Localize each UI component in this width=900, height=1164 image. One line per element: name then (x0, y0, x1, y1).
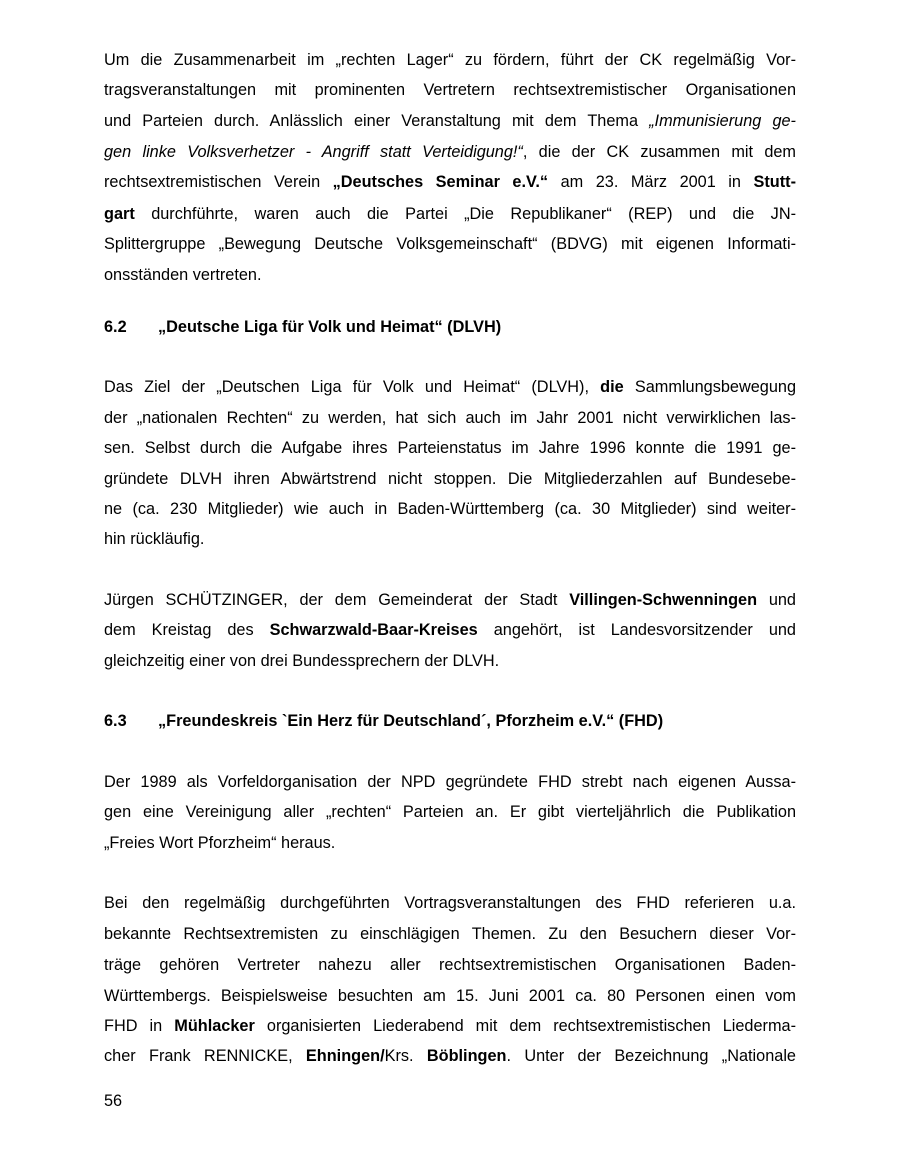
text-run: Sammlungsbewegung (623, 378, 796, 396)
section-number: 6.3 (104, 712, 127, 730)
text-line (104, 204, 796, 224)
text-run: Splittergruppe „Bewegung Deutsche Volksgemeinschaft“ (BDVG) mit eigenen Informati- (104, 235, 796, 253)
text-run: , die der CK zusammen mit dem (522, 143, 796, 161)
bold-text: Mühlacker (174, 1017, 255, 1035)
text-line (104, 772, 796, 792)
bold-text: Ehningen/ (305, 1047, 385, 1065)
text-run: Der 1989 als Vorfeldorganisation der NPD gegründete FHD strebt nach eigenen Aussa- (104, 773, 796, 791)
text-run: bekannte Rechtsextremisten zu einschlägigen Themen. Zu den Besuchern dieser Vor- (104, 925, 796, 943)
text-run: gen eine Vereinigung aller „rechten“ Parteien an. Er gibt vierteljährlich die Publikation (104, 803, 796, 821)
text-run: Um die Zusammenarbeit im „rechten Lager“ zu fördern, führt der CK regelmäßig Vor- (104, 51, 796, 69)
text-line (104, 955, 796, 975)
text-run: gleichzeitig einer von drei Bundessprechern der DLVH. (104, 652, 500, 670)
text-line (104, 142, 796, 162)
text-run: cher Frank RENNICKE, (104, 1047, 306, 1065)
page-number: 56 (104, 1092, 123, 1110)
text-line (104, 438, 796, 458)
text-run: träge gehören Vertreter nahezu aller rechtsextremistischen Organisationen Baden- (104, 956, 796, 974)
text-line (104, 80, 796, 100)
text-line (104, 620, 796, 640)
section-title: „Deutsche Liga für Volk und Heimat“ (DLVH) (158, 318, 502, 336)
text-line (104, 50, 796, 70)
text-line (104, 590, 796, 610)
text-line (104, 924, 796, 944)
text-line (104, 469, 796, 489)
text-run: Württembergs. Beispielsweise besuchten am 15. Juni 2001 ca. 80 Personen einen vom (104, 987, 796, 1005)
text-line (104, 651, 796, 671)
text-line (104, 111, 796, 131)
text-line (104, 377, 796, 397)
section-title: „Freundeskreis `Ein Herz für Deutschland´, Pforzheim e.V.“ (FHD) (158, 712, 664, 730)
text-run: und Parteien durch. Anlässlich einer Veranstaltung mit dem Thema (104, 112, 650, 130)
text-run: und (757, 591, 796, 609)
text-run: der „nationalen Rechten“ zu werden, hat sich auch im Jahr 2001 nicht verwirklichen las- (104, 409, 796, 427)
text-line (104, 986, 796, 1006)
text-line (104, 408, 796, 428)
bold-text: „Deutsches Seminar e.V.“ (332, 173, 549, 191)
section-heading-6-3 (104, 711, 663, 731)
text-run: ne (ca. 230 Mitglieder) wie auch in Baden-Württemberg (ca. 30 Mitglieder) sind weiter- (104, 500, 796, 518)
text-run: FHD in (104, 1017, 175, 1035)
section-number: 6.2 (104, 318, 127, 336)
text-line (104, 833, 796, 853)
text-line (104, 529, 796, 549)
text-run: rechtsextremistischen Verein (104, 173, 333, 191)
text-run: tragsveranstaltungen mit prominenten Vertretern rechtsextremistischer Organisationen (104, 81, 796, 99)
text-run: Das Ziel der „Deutschen Liga für Volk und Heimat“ (DLVH), (104, 378, 601, 396)
text-run: „Freies Wort Pforzheim“ heraus. (104, 834, 336, 852)
bold-text: gart (104, 205, 135, 223)
text-run: dem Kreistag des (104, 621, 270, 639)
section-heading-6-2 (104, 317, 501, 337)
text-run: durchführte, waren auch die Partei „Die Republikaner“ (REP) und die JN- (134, 205, 796, 223)
italic-text: „Immunisierung ge- (649, 112, 796, 130)
text-line (104, 265, 796, 285)
text-line (104, 234, 796, 254)
text-line (104, 893, 796, 913)
text-line (104, 499, 796, 519)
text-line (104, 1046, 796, 1066)
text-run: angehört, ist Landesvorsitzender und (477, 621, 796, 639)
text-run: onsständen vertreten. (104, 266, 262, 284)
bold-text: Schwarzwald-Baar-Kreises (269, 621, 478, 639)
text-line (104, 1016, 796, 1036)
text-run: Bei den regelmäßig durchgeführten Vortragsveranstaltungen des FHD referieren u.a. (104, 894, 796, 912)
bold-text: Böblingen (426, 1047, 507, 1065)
bold-text: Villingen-Schwenningen (569, 591, 758, 609)
text-run: organisierten Liederabend mit dem rechtsextremistischen Liederma- (254, 1017, 796, 1035)
text-run: hin rückläufig. (104, 530, 205, 548)
bold-text: Stutt- (753, 173, 796, 191)
italic-text: gen linke Volksverhetzer - Angriff statt Verteidigung!“ (104, 143, 523, 161)
text-run: am 23. März 2001 in (548, 173, 754, 191)
text-line (104, 802, 796, 822)
text-run: Jürgen SCHÜTZINGER, der dem Gemeinderat der Stadt (104, 591, 570, 609)
text-run: . Unter der Bezeichnung „Nationale (506, 1047, 796, 1065)
text-line (104, 172, 796, 192)
bold-text: die (600, 378, 624, 396)
text-run: gründete DLVH ihren Abwärtstrend nicht stoppen. Die Mitgliederzahlen auf Bundesebe- (104, 470, 796, 488)
text-run: Krs. (384, 1047, 427, 1065)
text-run: sen. Selbst durch die Aufgabe ihres Parteienstatus im Jahre 1996 konnte die 1991 ge- (104, 439, 796, 457)
